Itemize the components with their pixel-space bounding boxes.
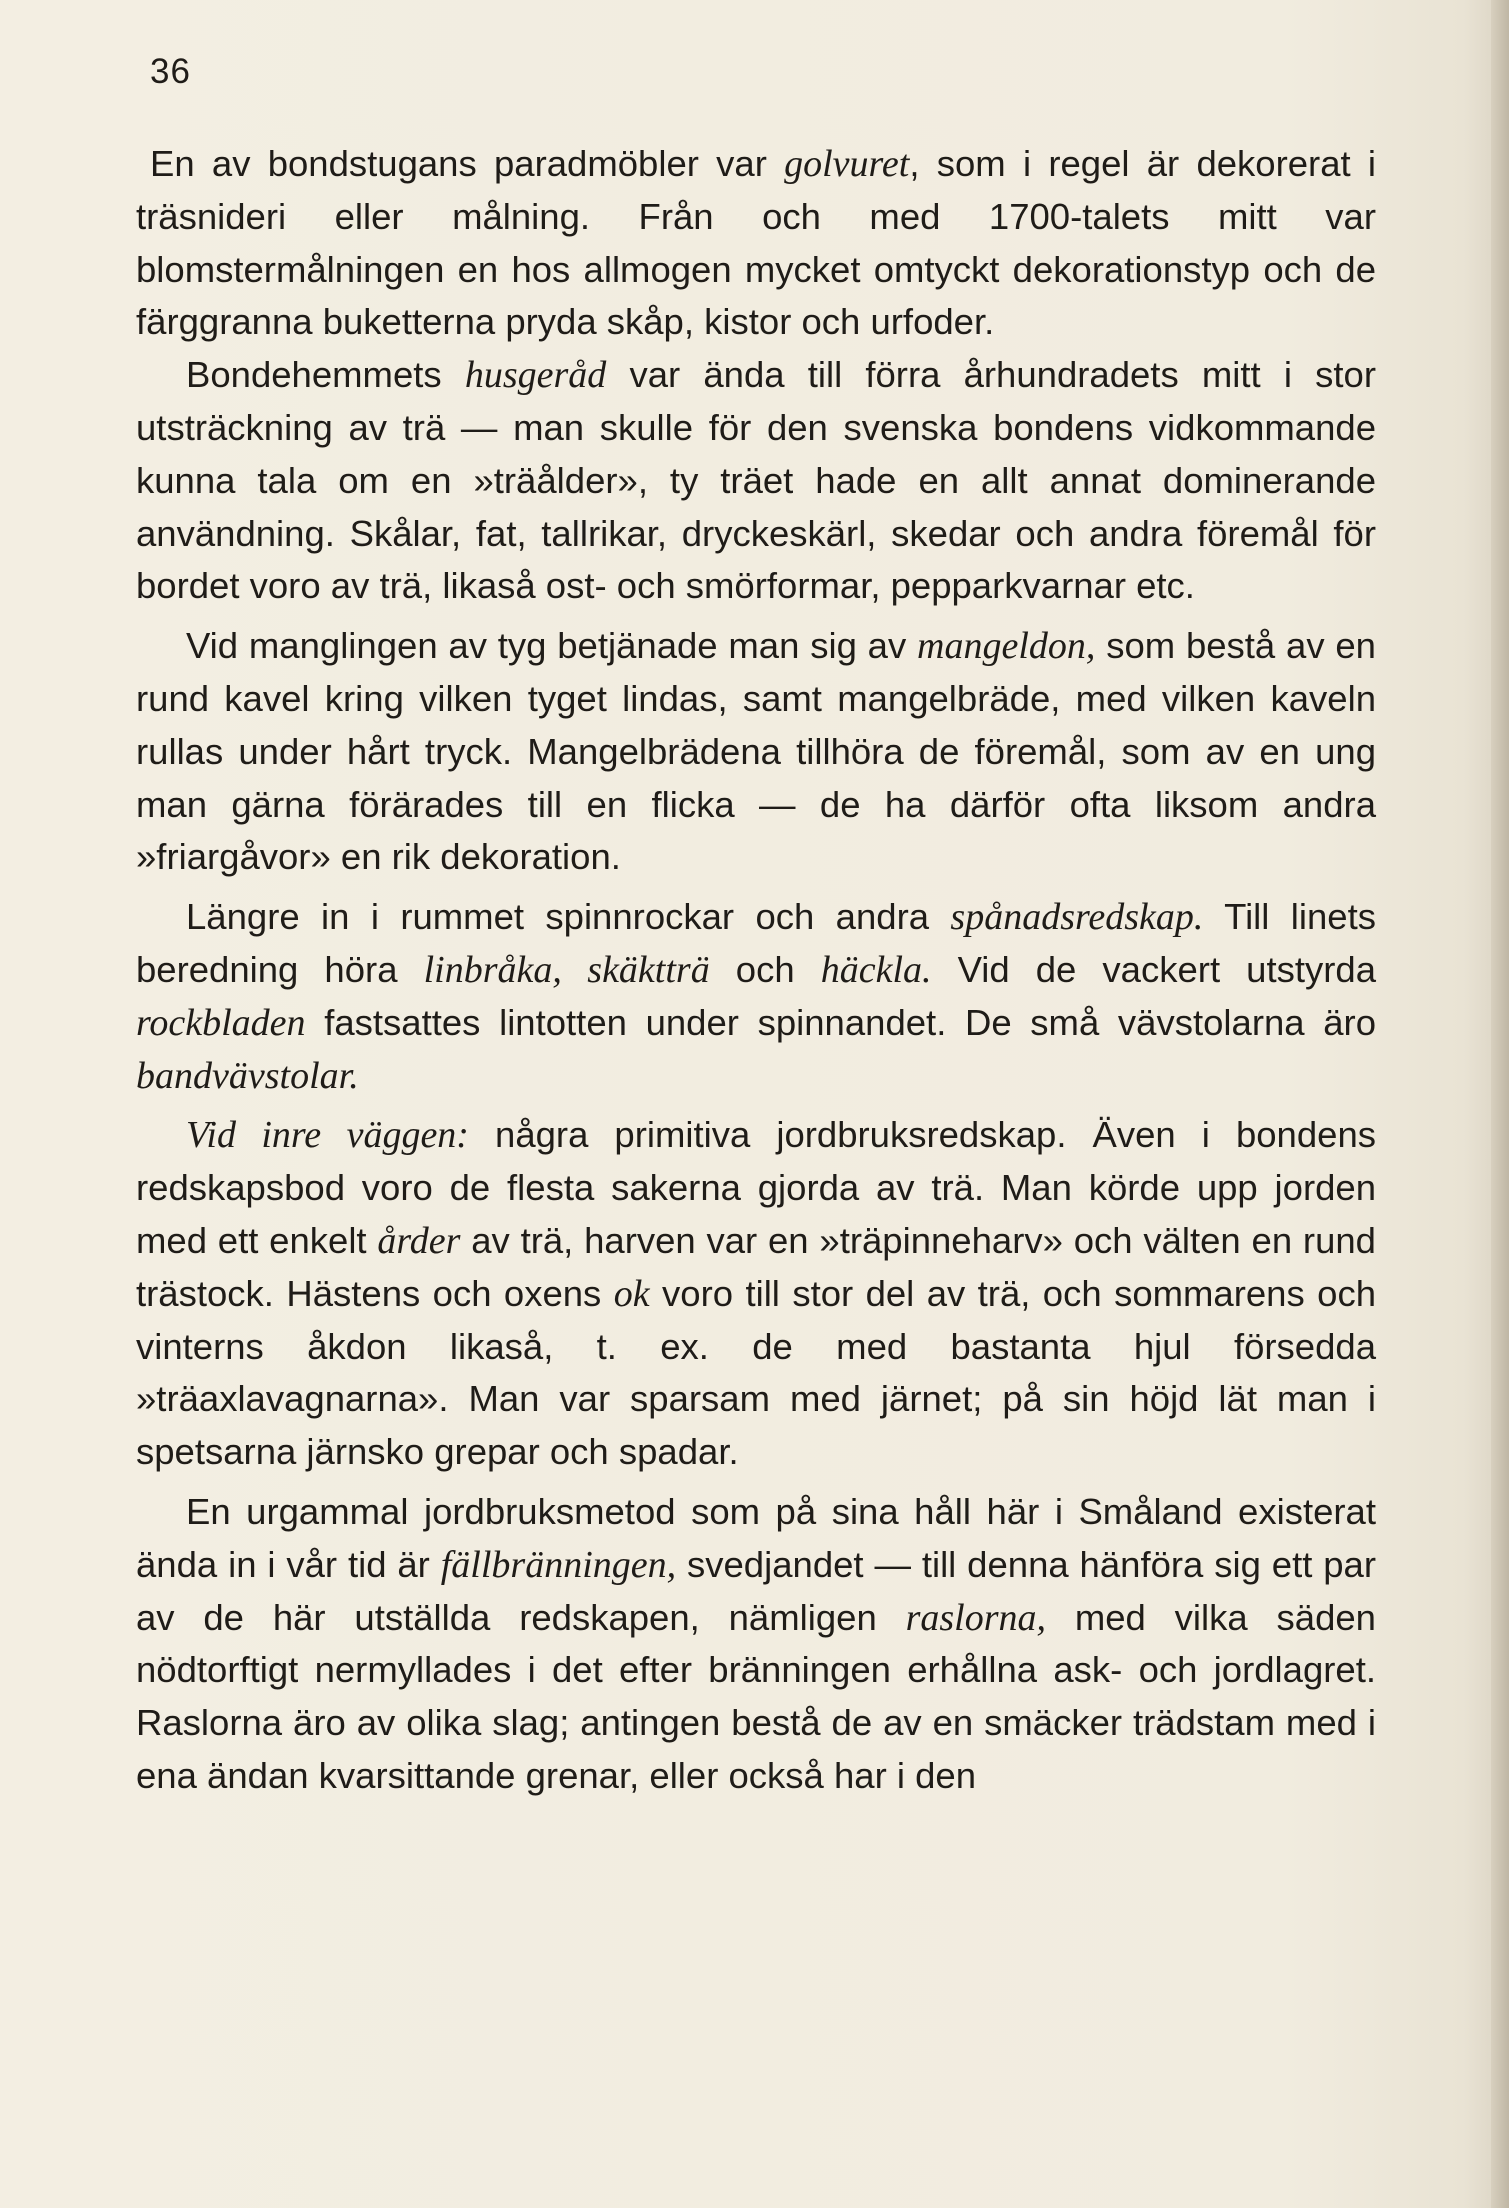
italic-term: årder	[377, 1219, 461, 1262]
page-number: 36	[150, 52, 191, 91]
paragraph	[136, 891, 1376, 1102]
paragraph	[136, 620, 1376, 884]
text-run: Bondehemmets	[186, 354, 465, 396]
text-run: , som i regel är dekorerat i träsnideri eller målning. Från och med 1700-talets mitt var blomstermålningen en hos allmogen mycket omtyckt dekorationstyp och de färggranna buketterna pryda skåp, kistor och urfoder.	[136, 143, 1376, 343]
paragraph	[136, 1486, 1376, 1803]
italic-term: häckla.	[820, 948, 932, 991]
italic-term: mangeldon,	[917, 625, 1096, 668]
text-run: En urgammal jordbruksmetod som på sina håll här i Småland existerat ända in i vår tid är	[136, 1490, 1376, 1585]
paragraph	[136, 1109, 1376, 1479]
text-run: Vid manglingen av tyg betjänade man sig av	[186, 625, 918, 667]
text-run: voro till stor del av trä, och sommarens och vinterns åkdon likaså, t. ex. de med bastanta hjul försedda »träaxlavagnarna». Man var sparsam med järnet; på sin höjd lät man i spetsarna järnsko grepar och spadar.	[136, 1272, 1376, 1473]
text-run: var ända till förra århundradets mitt i stor utsträckning av trä — man skulle för den svenska bondens vidkommande kunna tala om en »träålder», ty träet hade en allt annat dominerande användning. Skålar, fat, tallrikar, dryckeskärl, skedar och andra föremål för bordet voro av trä, likaså ost- och smörformar, pepparkvarnar etc.	[136, 354, 1376, 607]
italic-term: fällbränningen,	[440, 1543, 677, 1586]
italic-term: spånadsredskap.	[950, 896, 1204, 939]
paragraph	[136, 349, 1376, 613]
paragraph	[136, 138, 1376, 349]
italic-term: bandvävstolar.	[136, 1054, 359, 1097]
italic-term: raslorna,	[905, 1596, 1046, 1639]
text-run: Till linets beredning höra	[136, 896, 1376, 990]
text-run: svedjandet — till denna hänföra sig ett par av de här utställda redskapen, nämligen	[136, 1543, 1376, 1638]
italic-term: golvuret	[784, 143, 910, 185]
text-run: som bestå av en rund kavel kring vilken tyget lindas, samt mangelbräde, med vilken kaveln rullas under hårt tryck. Mangelbrädena tillhöra de föremål, som av en ung man gärna förärades till en flicka — de ha därför ofta liksom andra »friargåvor» en rik dekoration.	[136, 625, 1376, 878]
text-run: Längre in i rummet spinnrockar och andra	[186, 896, 951, 938]
italic-term: ok	[613, 1272, 650, 1315]
text-run: En av bondstugans paradmöbler var	[150, 143, 785, 184]
italic-term: Vid inre väggen:	[186, 1114, 469, 1157]
text-run: fastsattes lintotten under spinnandet. De små vävstolarna äro	[305, 1001, 1376, 1043]
text-run: Vid de vackert utstyrda	[931, 948, 1376, 990]
body-text	[136, 138, 1376, 1803]
text-run: med vilka säden nödtorftigt nermyllades i det efter bränningen erhållna ask- och jordlagret. Raslorna äro av olika slag; antingen bestå de av en smäcker trädstam med i ena ändan kvarsittande grenar, eller också har i den	[136, 1596, 1376, 1796]
text-run: några primitiva jordbruksredskap. Även i bondens redskapsbod voro de flesta sakerna gjorda av trä. Man körde upp jorden med ett enkelt	[136, 1114, 1376, 1261]
text-run: och	[709, 948, 821, 990]
italic-term: rockbladen	[136, 1001, 306, 1044]
italic-term: husgeråd	[464, 354, 607, 397]
page-edge-shadow	[1491, 0, 1509, 2208]
italic-term: linbråka, skäktträ	[423, 948, 710, 991]
text-run: av trä, harven var en »träpinneharv» och välten en rund trästock. Hästens och oxens	[136, 1219, 1376, 1314]
